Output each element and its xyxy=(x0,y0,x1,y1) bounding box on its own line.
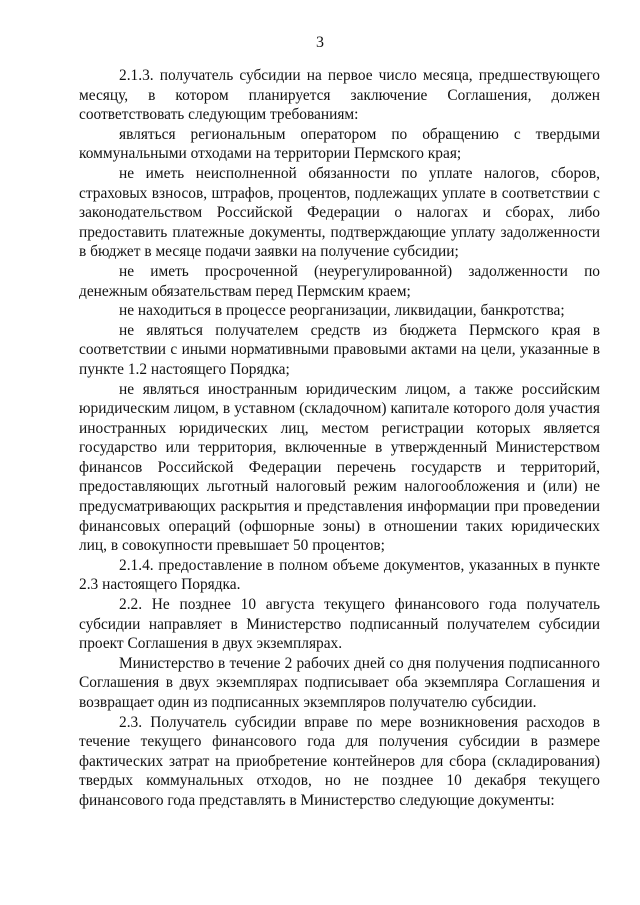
paragraph-no-reorganization: не находиться в процессе реорганизации, ликвидации, банкротства; xyxy=(119,302,565,320)
page-number: 3 xyxy=(316,34,324,51)
paragraph-not-foreign-entity: не являться иностранным юридическим лицом, а также российским юридическим лицом, в уставном (складочном) капитале которого доля участия иностранных юридических лиц, местом регистрации которых является государство или территория, включенные в утвержденный Министерством финансов Российской Федерации перечень государств и территорий, предоставляющих льготный налоговый режим налогообложения и (или) не предусматривающих раскрытия и представления информации при проведении финансовых операций (офшорные зоны) в отношении таких юридических лиц, в совокупности превышает 50 процентов; xyxy=(79,380,600,555)
paragraph-2-2: 2.2. Не позднее 10 августа текущего финансового года получатель субсидии направляет в Министерство подписанный получателем субсидии проект Соглашения в двух экземплярах. xyxy=(79,596,600,653)
paragraph-2-1-4: 2.1.4. предоставление в полном объеме документов, указанных в пункте 2.3 настоящего Порядка. xyxy=(79,556,600,594)
paragraph-2-3: 2.3. Получатель субсидии вправе по мере возникновения расходов в течение текущего финансового года для получения субсидии в размере фактических затрат на приобретение контейнеров для сбора (складирования) твердых коммунальных отходов, но не позднее 10 декабря текущего финансового года представлять в Министерство следующие документы: xyxy=(79,713,600,809)
paragraph-2-1-3: 2.1.3. получатель субсидии на первое число месяца, предшествующего месяцу, в котором планируется заключение Соглашения, должен соответствовать следующим требованиям: xyxy=(79,67,600,124)
paragraph-regional-operator: являться региональным оператором по обращению с твердыми коммунальными отходами на территории Пермского края; xyxy=(79,125,600,163)
document-body xyxy=(79,66,600,811)
paragraph-not-budget-recipient: не являться получателем средств из бюджета Пермского края в соответствии с иными нормативными правовыми актами на цели, указанные в пункте 1.2 настоящего Порядка; xyxy=(79,321,600,378)
paragraph-no-overdue-debt: не иметь просроченной (неурегулированной) задолженности по денежным обязательствам перед Пермским краем; xyxy=(79,262,600,300)
paragraph-no-tax-debt: не иметь неисполненной обязанности по уплате налогов, сборов, страховых взносов, штрафов, процентов, подлежащих уплате в соответствии с законодательством Российской Федерации о налогах и сборах, либо предоставить платежные документы, подтверждающие уплату задолженности в бюджет в месяце подачи заявки на получение субсидии; xyxy=(79,164,600,261)
paragraph-ministry-signing: Министерство в течение 2 рабочих дней со дня получения подписанного Соглашения в двух экземплярах подписывает оба экземпляра Соглашения и возвращает один из подписанных экземпляров получателю субсидии. xyxy=(79,654,600,711)
